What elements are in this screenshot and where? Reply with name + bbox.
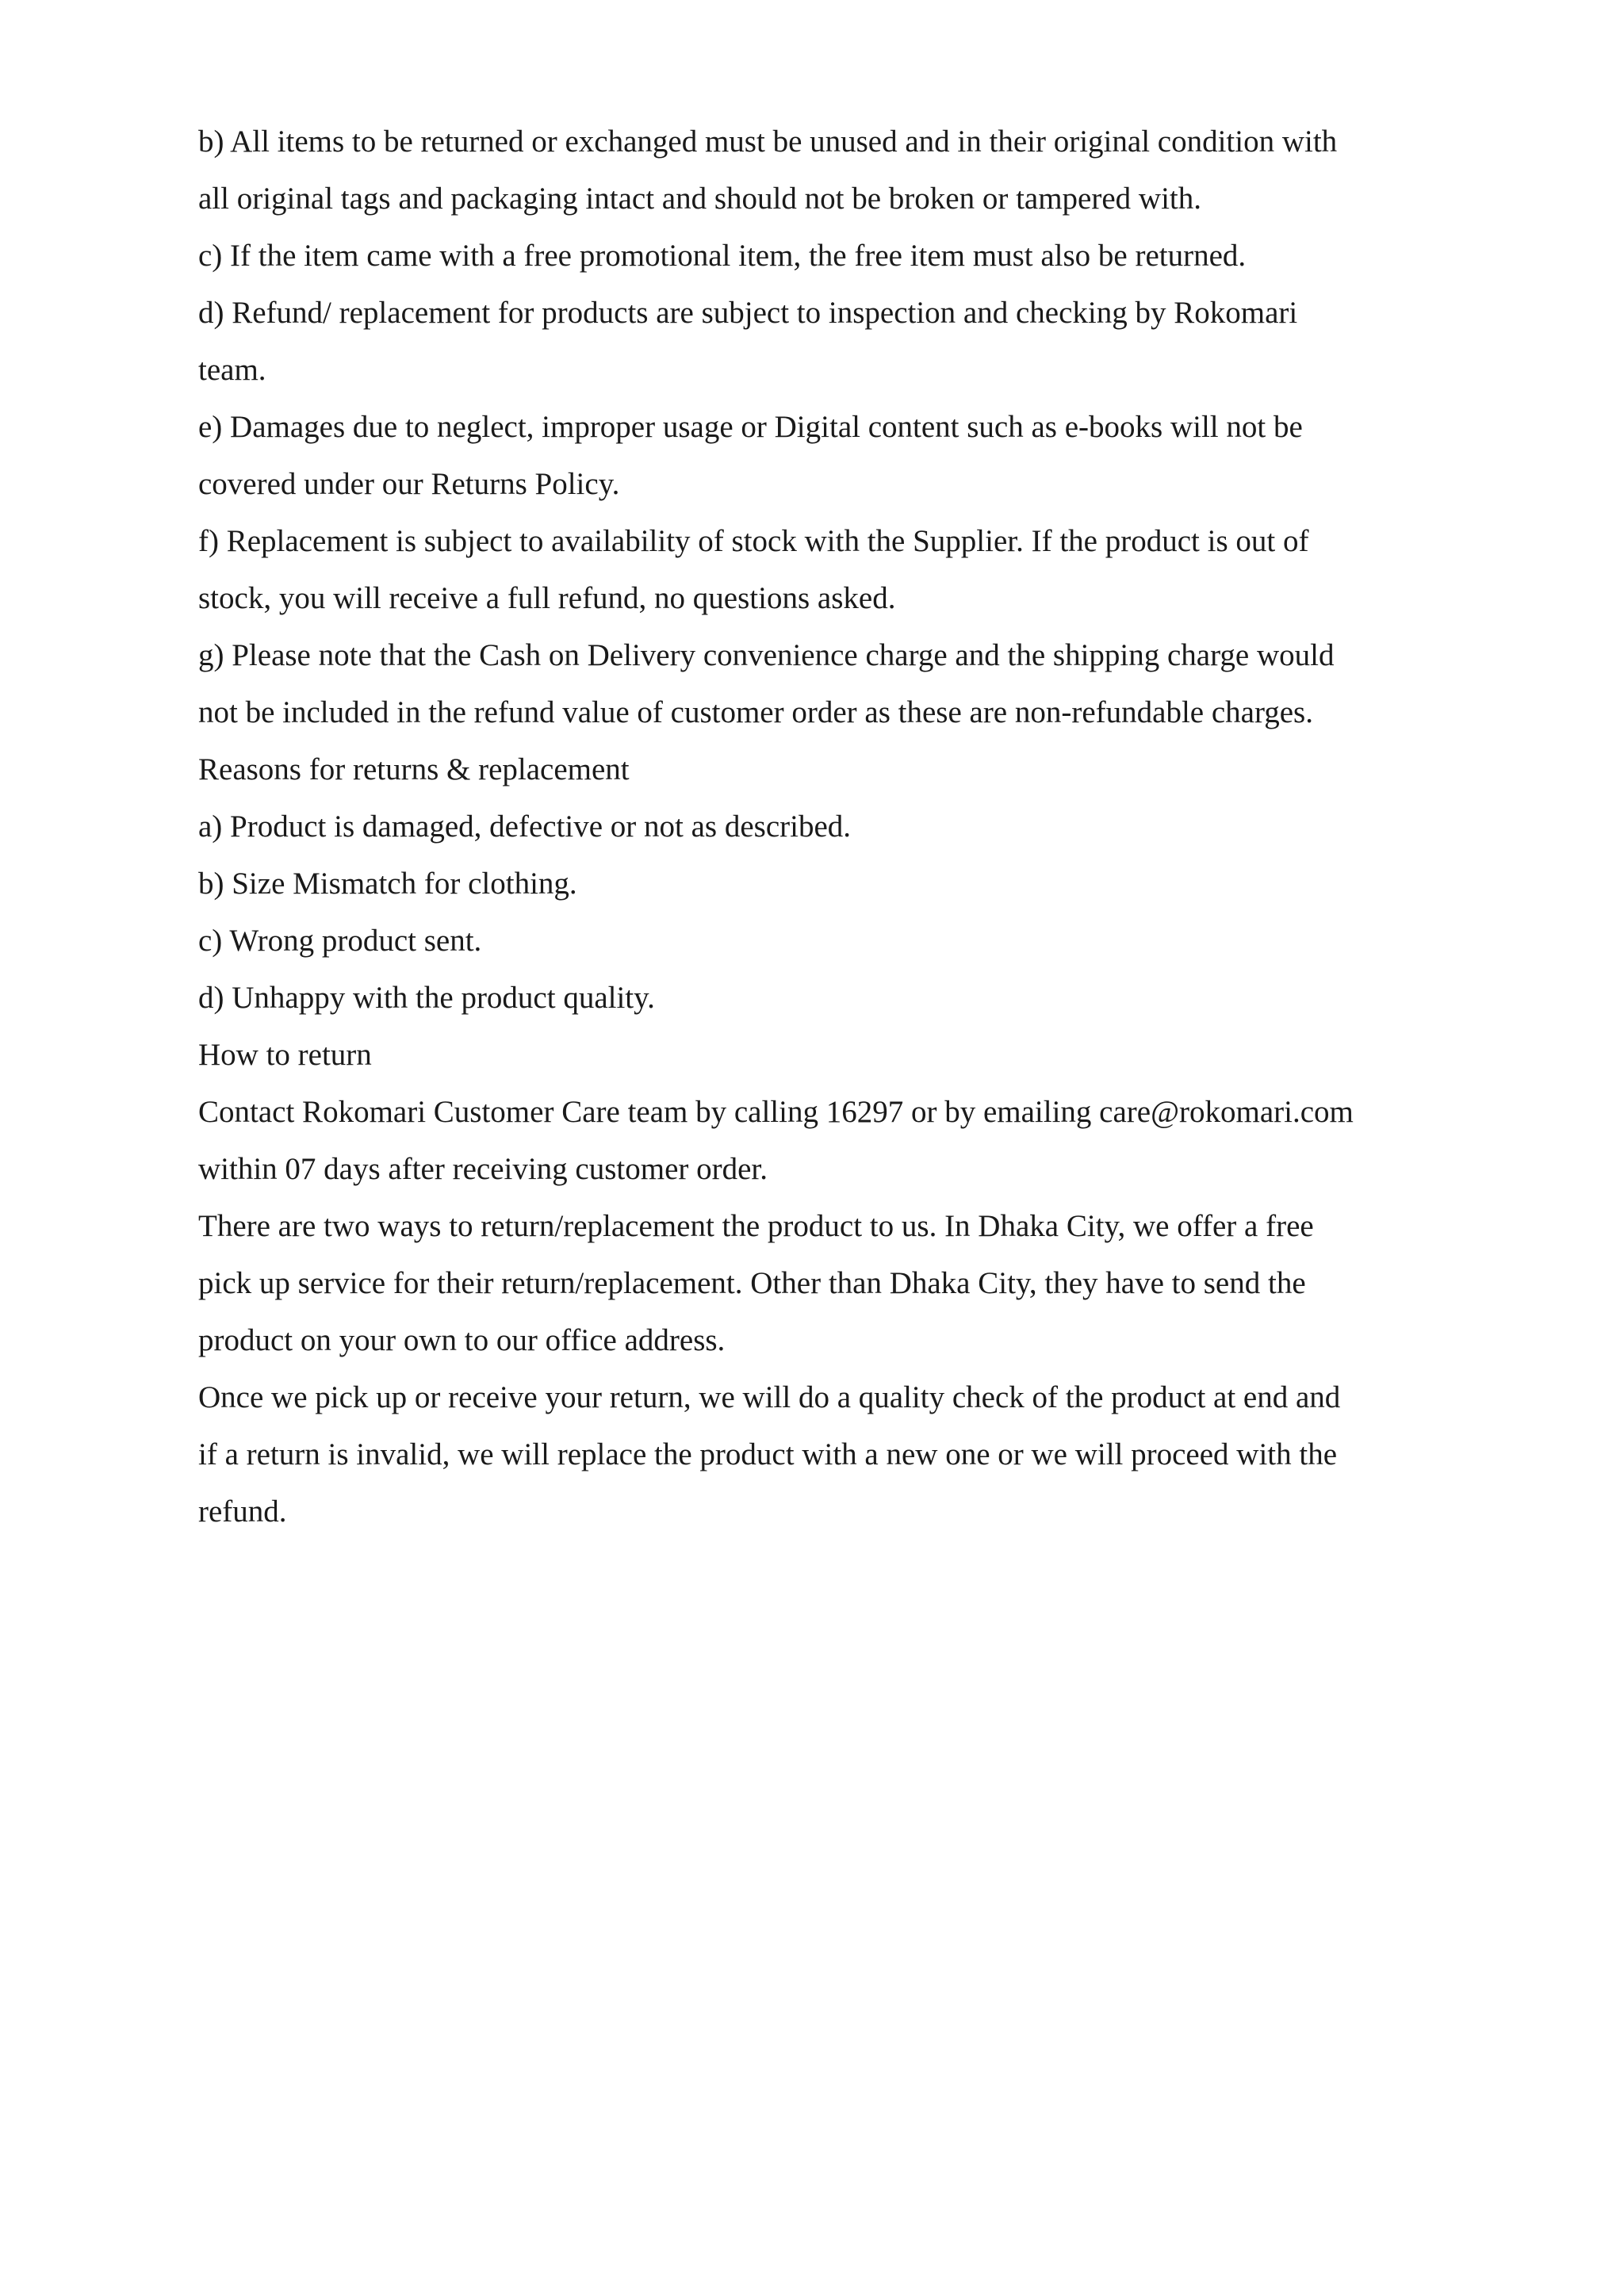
text-line: product on your own to our office address. [198, 1323, 726, 1357]
text-line: all original tags and packaging intact and should not be broken or tampered with. [198, 182, 1201, 216]
text-line: f) Replacement is subject to availability of stock with the Supplier. If the product is out of [198, 524, 1309, 558]
text-line: refund. [198, 1494, 287, 1529]
text-line: There are two ways to return/replacement the product to us. In Dhaka City, we offer a free [198, 1209, 1314, 1243]
text-line: a) Product is damaged, defective or not as described. [198, 809, 852, 844]
text-line: team. [198, 353, 266, 387]
text-line: pick up service for their return/replacement. Other than Dhaka City, they have to send the [198, 1266, 1306, 1300]
text-line: if a return is invalid, we will replace the product with a new one or we will proceed with the [198, 1437, 1338, 1471]
text-line: b) All items to be returned or exchanged must be unused and in their original condition with [198, 124, 1338, 159]
text-line: g) Please note that the Cash on Delivery convenience charge and the shipping charge would [198, 638, 1335, 672]
text-line: covered under our Returns Policy. [198, 467, 620, 501]
text-line: e) Damages due to neglect, improper usage or Digital content such as e-books will not be [198, 410, 1303, 444]
text-line: stock, you will receive a full refund, no questions asked. [198, 581, 896, 615]
text-line: d) Refund/ replacement for products are subject to inspection and checking by Rokomari [198, 296, 1298, 330]
text-line: d) Unhappy with the product quality. [198, 981, 655, 1015]
text-line: Contact Rokomari Customer Care team by calling 16297 or by emailing care@rokomari.com [198, 1095, 1354, 1129]
text-line: b) Size Mismatch for clothing. [198, 867, 577, 901]
section-heading: Reasons for returns & replacement [198, 752, 630, 786]
text-line: not be included in the refund value of customer order as these are non-refundable charges. [198, 695, 1313, 729]
text-line: Once we pick up or receive your return, we will do a quality check of the product at end and [198, 1380, 1341, 1414]
section-heading: How to return [198, 1038, 372, 1072]
text-line: c) If the item came with a free promotional item, the free item must also be returned. [198, 239, 1247, 273]
policy-text-body [198, 113, 1435, 1540]
text-line: within 07 days after receiving customer order. [198, 1152, 768, 1186]
text-line: c) Wrong product sent. [198, 924, 482, 958]
